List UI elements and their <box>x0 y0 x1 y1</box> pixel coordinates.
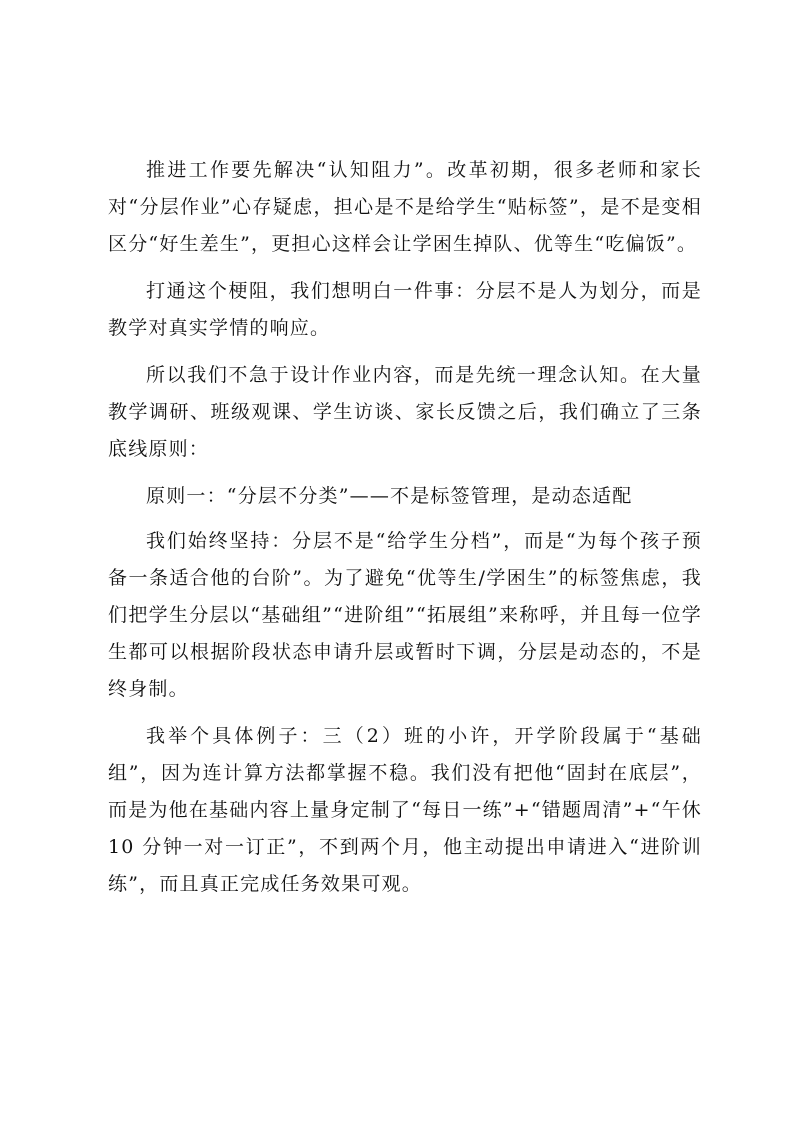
paragraph-cognitive-resistance: 推进工作要先解决“认知阻力”。改革初期，很多老师和家长对“分层作业”心存疑虑，担心是不是给学生“贴标签”，是不是变相区分“好生差生”，更担心这样会让学困生掉队、优等生“吃偏饭”。 <box>108 159 702 255</box>
document-body <box>108 152 702 913</box>
principle-one-heading: 原则一：“分层不分类”——不是标签管理，是动态适配 <box>146 485 633 507</box>
paragraph-clear-obstruction: 打通这个梗阻，我们想明白一件事：分层不是人为划分，而是教学对真实学情的响应。 <box>108 280 702 339</box>
paragraph-example-student: 我举个具体例子：三（2）班的小许，开学阶段属于“基础组”，因为连计算方法都掌握不稳。我们没有把他“固封在底层”，而是为他在基础内容上量身定制了“每日一练”+“错题周清”+“午休 10 分钟一对一订正”，不到两个月，他主动提出申请进入“进阶训练”，而且真正完成任务效果可观。 <box>108 725 702 895</box>
paragraph-dynamic-layering: 我们始终坚持：分层不是“给学生分档”，而是“为每个孩子预备一条适合他的台阶”。为了避免“优等生/学困生”的标签焦虑，我们把学生分层以“基础组”“进阶组”“拓展组”来称呼，并且每一位学生都可以根据阶段状态申请升层或暂时下调，分层是动态的，不是终身制。 <box>108 530 702 700</box>
paragraph-unify-concept: 所以我们不急于设计作业内容，而是先统一理念认知。在大量教学调研、班级观课、学生访谈、家长反馈之后，我们确立了三条底线原则： <box>108 364 702 460</box>
